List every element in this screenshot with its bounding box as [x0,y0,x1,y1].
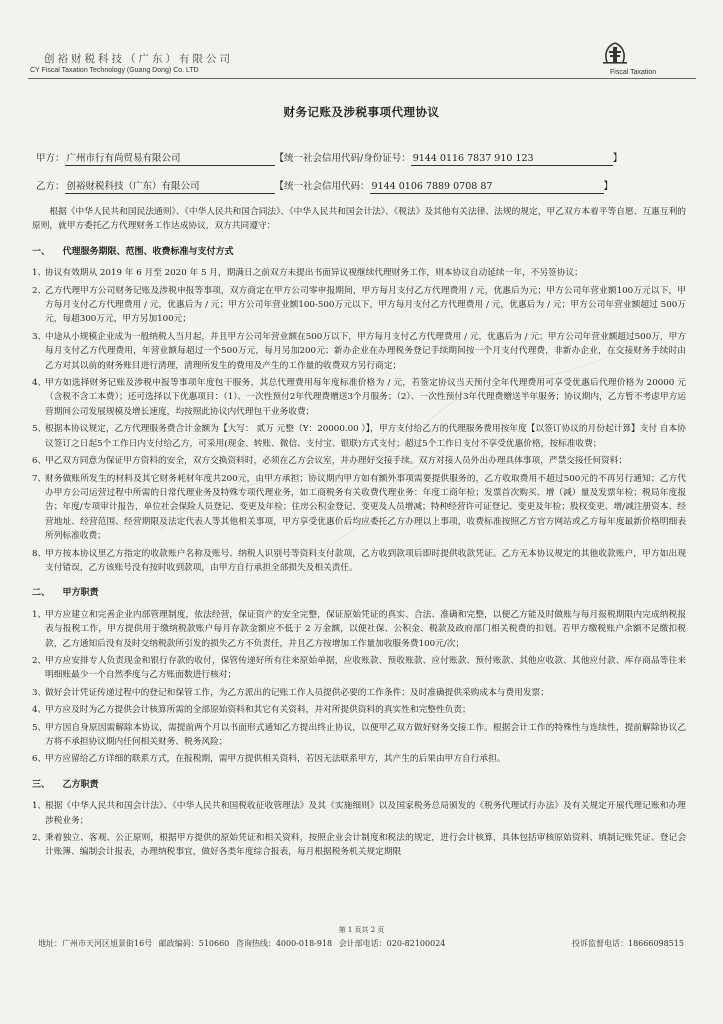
clause-number: 4、 [32,378,47,389]
footer-office-phone: 会计部电话：020-82100024 [338,939,446,948]
clause-item [32,284,686,327]
company-name-cn: 创裕财税科技（广东）有限公司 [44,53,233,65]
clause-item [32,330,686,373]
clause-text: 甲乙双方同意为保证甲方资料的安全，双方交换资料时，必须在乙方会议室，并办理好交接手续。双方对接人员外出办理具体事项，严禁交接任何资料； [45,456,628,467]
clause-item [32,454,686,468]
footer-hotline: 咨询热线：4000-018-918 [235,939,333,948]
section-heading: 一、 代理服务期限、范围、收费标准与支付方式 [32,246,234,257]
clause-item [32,721,686,750]
agreement-body [32,205,686,863]
footer-address: 地址：广州市天河区旭景街16号 [38,939,153,948]
party-b-line [36,178,613,194]
clause-number: 8、 [32,548,47,559]
clause-number: 1、 [32,609,47,620]
party-a-code-label: 【统一社会信用代码/身份证号： [274,153,411,164]
clause-item [32,608,686,651]
clause-number: 2、 [32,655,47,666]
section-heading: 三、 乙方职责 [32,779,99,790]
clause-text: 协议有效期从 2019 年 6 月至 2020 年 5 月，期满日之前双方未提出书面异议视继续代理财务工作，则本协议自动延续一年，不另签协议； [45,268,583,279]
clause-item [32,799,686,828]
party-a-name: 广州市行有尚贸易有限公司 [65,150,275,166]
clause-text: 秉着独立、客观、公正原则，根据甲方提供的原始凭证和相关资料，按照企业会计制度和税法的规定，进行会计核算，具体包括审核原始资料、填制记账凭证、登记会计账簿、编制会计报表，办理纳税事宜，做好各类年度综合报表，每月根据税务机关规定期限 [45,833,686,858]
party-a-close: 】 [612,153,623,164]
clause-number: 3、 [32,331,47,342]
clause-item [32,654,686,683]
clause-number: 5、 [32,424,47,435]
clause-text: 中途从小规模企业成为一般纳税人当月起，并且甲方公司年营业额在500万以下，甲方每月支付乙方代理费用 / 元，优惠后为 / 元；甲方公司年营业额超过500万，甲方每月支付乙方代理费用，年营业额每超过一个500万元，每月另加200元；新办企业在办理税务登记手续期间按一个月支付代理费，非新办企业，在交接财务手续时由乙方对其以前的财务账目进行清理，清理所发生的费用及产生的工作量的收费双方另行商定； [45,331,686,371]
footer-contact [38,938,688,949]
party-b-code: 9144 0106 7889 0708 87 [370,181,604,194]
document-title: 财务记账及涉税事项代理协议 [283,105,440,119]
clause-item [32,703,686,717]
clause-text: 乙方代理甲方公司财务记账及涉税申报等事项，双方商定在甲方公司零申报期间，甲方每月支付乙方代理费用 / 元，优惠后为元；甲方公司年营业额100万元以下，甲方每月支付乙方代理费用 / 元，优惠后为 / 元；甲方公司年营业额100-500万元以下，甲方每月支付乙方代理费用 / 元，优惠后为 / 元；甲方公司年营业额超过 500万元，每超300万元，甲方另加100元； [45,285,686,325]
party-a-code: 9144 0116 7837 910 123 [411,153,613,166]
clause-text: 甲方因自身原因需解除本协议，需提前两个月以书面形式通知乙方提出终止协议，以便甲乙双方做好财务交接工作。根据会计工作的特殊性与连续性，提前解除协议乙方将不承担协议期内任何相关财务、税务风险； [45,722,686,747]
clause-text: 做好会计凭证传递过程中的登记和保管工作，为乙方派出的记账工作人员提供必要的工作条件；及时准确提供采购成本与费用发票； [45,687,549,698]
clause-item [32,422,686,451]
logo-caption: Fiscal Taxation [610,69,657,76]
clause-item [32,547,686,576]
party-b-name: 创裕财税科技（广东）有限公司 [65,178,275,194]
clause-item [32,831,686,860]
section-heading: 二、 甲方职责 [32,588,99,599]
party-a-line [36,150,622,166]
clause-text: 甲方如选择财务记账及涉税申报等事项年度包干服务，其总代理费用每年度标准价格为 / 元，若签定协议当天预付全年代理费用可享受优惠后代理价格为 20000 元（含税不含工本费）；还可选择以下优惠项目：（1）、一次性预付2年代理费赠送3个月服务；（2）、一次性预付3年代理费赠送半年服务；协议期内，乙方暂不考虑甲方运营期间公司发展规模及增长速度，均按照此协议内代理包干业务收费； [45,378,686,417]
party-a-label: 甲方： [36,153,65,164]
clause-number: 3、 [32,687,47,698]
clause-number: 1、 [32,801,47,812]
clause-number: 4、 [32,705,47,716]
clause-item [32,376,686,419]
clause-number: 2、 [32,285,47,296]
clause-text: 甲方应建立和完善企业内部管理制度，依法经营，保证资产的安全完整，保证原始凭证的真实、合法、准确和完整，以便乙方能及时做账与每月报税期限内完成纳税报表与报税工作，甲方提供用于缴纳税款账户每月存款金额应不低于 2 万金额，以便社保、公积金、税款及政府部门相关税费的扣划。若甲方缴税账户余额不足缴扣税款，乙方通知后没有及时交纳税款所引发的损失乙方不负责任，并且乙方按增加工作量加收服务费100元/次； [45,609,686,649]
clause-number: 7、 [32,473,47,484]
clause-text: 甲方应留给乙方详细的联系方式，在报税期，需甲方提供相关资料，若因无法联系甲方，其产生的后果由甲方自行承担。 [45,754,506,765]
clause-text: 根据本协议规定，乙方代理服务费合计金额为【大写： 贰万 元整（Y：20000.00 ）】，甲方支付给乙方的代理服务费用按年度【以签订协议的月份起计算】支付 自本协议签订之日起5个工作日内支付给乙方，可采用(现金、转账、微信、支付宝、银联)方式支付；超过5个工作日支付不享受优惠价格，按标准收费； [45,424,686,449]
preamble: 根据《中华人民共和国民法通则》、《中华人民共和国合同法》、《中华人民共和国会计法》、《税法》及其他有关法律、法规的规定，甲乙双方本着平等自愿、互惠互利的原则，就甲方委托乙方代理财务工作达成协议，双方共同遵守： [32,207,686,232]
clause-number: 6、 [32,456,47,467]
company-logo-icon [598,40,632,66]
clause-text: 甲方按本协议里乙方指定的收款账户名称及账号、纳税人识别号等资料支付款项，乙方收到款项后即时提供收款凭证。乙方无本协议规定的其他收款账户，甲方如出现支付错误，乙方该账号没有按时收到款项，由甲方自行承担全部损失及相关责任。 [45,548,686,573]
clause-item [32,686,686,700]
footer-postcode: 邮政编码：510660 [158,939,230,948]
page-number: 第 1 页共 2 页 [338,926,385,934]
clause-item [32,472,686,544]
clause-number: 1、 [32,268,47,279]
clause-text: 财务做账所发生的材料及其它财务耗材年度共200元，由甲方承担；协议期内甲方如有额外事项需要提供服务的，乙方收取费用不超过500元的不再另行通知；乙方代办甲方公司运营过程中所需的日常代理业务及特殊专项代理业务，如工商税务有关收费代理业务：年度工商年检；发票首次购买、增（减）量及发票年检；税局年度报告；年度/专项审计报告，单位社会保险人员登记、变更及年检；住房公积金登记、变更及人员增减；特种经营许可证登记、变更及年检；股权变更、增/减注册资本、经营地址、经营范围、经营期限及法定代表人等其他相关事项，甲方享受优惠价后均应委托乙方办理以上事项，收费标准按照乙方官方网站或乙方每年度最新价格明细表所列标准收费； [45,473,686,542]
clause-item [32,752,686,766]
clause-item [32,266,686,280]
footer-complaint: 投诉监督电话：18666098515 [572,939,684,948]
clause-number: 5、 [32,722,47,733]
clause-text: 根据《中华人民共和国会计法》、《中华人民共和国税收征收管理法》及其《实施细则》以及国家税务总局颁发的《税务代理试行办法》及有关规定开展代理记账和办理涉税业务； [45,801,686,826]
company-name-en: CY Fiscal Taxation Technology (Guang Dong) Co. LTD [30,67,199,74]
party-b-code-label: 【统一社会信用代码： [274,181,370,192]
party-b-close: 】 [603,181,614,192]
clause-text: 甲方应安排专人负责现金和银行存款的收付，保管传递好所有往来原始单据，应收账款、预收账款、应付账款、预付账款、其他应收款、其他应付款、库存商品等往来明细账最少一个自然季度与乙方账面数进行核对； [45,655,686,681]
clause-text: 甲方应及时为乙方提供会计核算所需的全部原始资料和其它有关资料，并对所提供资料的真实性和完整性负责； [45,705,471,716]
party-b-label: 乙方： [36,181,65,192]
header-divider [28,78,696,79]
clause-number: 2、 [32,833,47,844]
clause-number: 6、 [32,754,47,765]
